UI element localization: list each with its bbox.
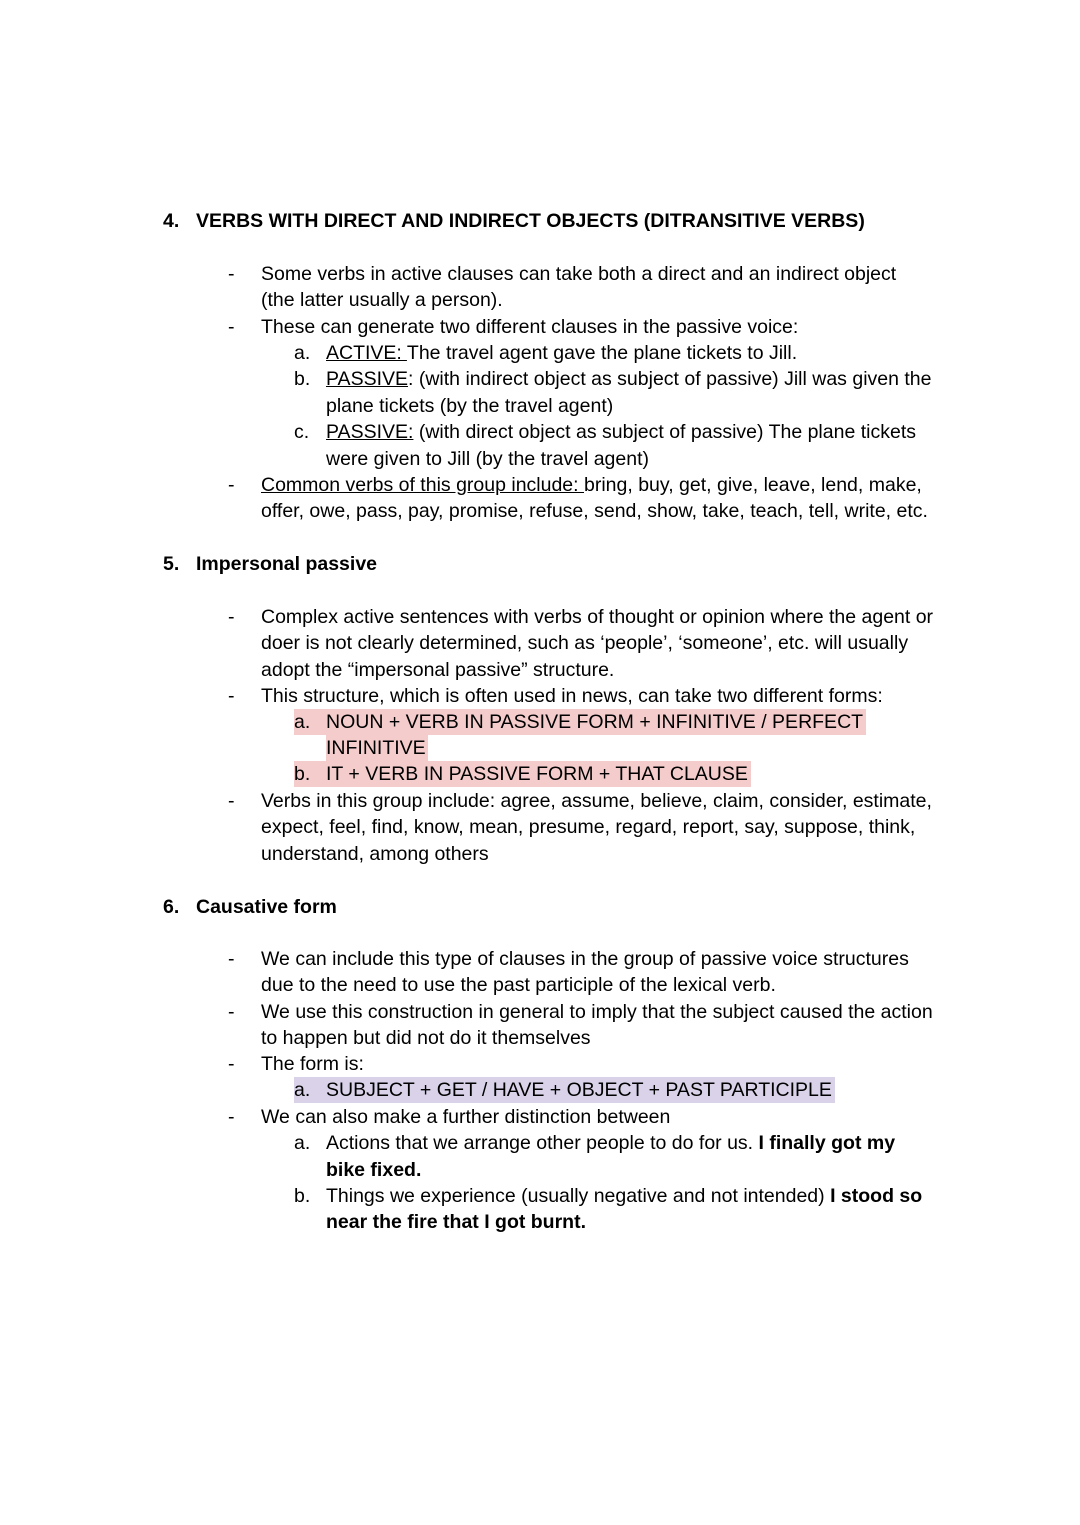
bullet-dash: - — [228, 790, 235, 812]
section-number: 5. — [163, 553, 180, 575]
paragraph-line: offer, owe, pass, pay, promise, refuse, send, show, take, teach, tell, write, etc. — [261, 500, 928, 522]
section-number: 4. — [163, 210, 180, 232]
paragraph-line: adopt the “impersonal passive” structure. — [261, 659, 615, 681]
list-item — [326, 366, 932, 392]
paragraph-line: We can also make a further distinction between — [261, 1106, 671, 1128]
paragraph-line: Some verbs in active clauses can take both a direct and an indirect object — [261, 263, 897, 285]
paragraph-line: The form is: — [261, 1053, 364, 1075]
paragraph-line: These can generate two different clauses in the passive voice: — [261, 316, 799, 338]
list-label: PASSIVE — [326, 368, 409, 390]
verb-list: bring, buy, get, give, leave, lend, make, — [584, 474, 922, 496]
list-letter: a. — [294, 709, 326, 735]
section-title: VERBS WITH DIRECT AND INDIRECT OBJECTS (DITRANSITIVE VERBS) — [196, 210, 865, 232]
example-sentence: I stood so — [830, 1185, 923, 1207]
list-text: (with direct object as subject of passive) The plane tickets — [413, 421, 916, 443]
paragraph-line: doer is not clearly determined, such as ‘people’, ‘someone’, etc. will usually — [261, 632, 909, 654]
list-text: : (with indirect object as subject of passive) Jill was given the — [408, 368, 932, 390]
paragraph-line: We can include this type of clauses in the group of passive voice structures — [261, 948, 909, 970]
list-letter: a. — [294, 1077, 326, 1103]
paragraph-line — [261, 472, 922, 498]
paragraph-line: (the latter usually a person). — [261, 289, 503, 311]
paragraph-line: This structure, which is often used in news, can take two different forms: — [261, 685, 883, 707]
list-item — [326, 340, 797, 366]
paragraph-line: Verbs in this group include: agree, assume, believe, claim, consider, estimate, — [261, 790, 932, 812]
bullet-dash: - — [228, 1053, 235, 1075]
highlighted-formula: NOUN + VERB IN PASSIVE FORM + INFINITIVE / PERFECT — [326, 709, 866, 735]
list-letter: a. — [294, 1132, 311, 1154]
bullet-dash: - — [228, 1001, 235, 1023]
bullet-dash: - — [228, 263, 235, 285]
list-text: were given to Jill (by the travel agent) — [326, 448, 649, 470]
section-title: Impersonal passive — [196, 553, 378, 575]
list-item — [326, 1130, 895, 1156]
paragraph-line: due to the need to use the past participle of the lexical verb. — [261, 974, 776, 996]
list-text: plane tickets (by the travel agent) — [326, 395, 614, 417]
section-number: 6. — [163, 896, 180, 918]
highlighted-formula: INFINITIVE — [326, 737, 426, 759]
list-label: PASSIVE: — [326, 421, 414, 443]
bullet-dash: - — [228, 1106, 235, 1128]
bullet-dash: - — [228, 316, 235, 338]
bullet-dash: - — [228, 606, 235, 628]
list-item — [326, 1183, 922, 1209]
example-sentence: I finally got my — [758, 1132, 896, 1154]
paragraph-line: understand, among others — [261, 843, 489, 865]
list-text: Things we experience (usually negative and not intended) — [326, 1185, 831, 1207]
list-letter: c. — [294, 421, 310, 443]
paragraph-line: Complex active sentences with verbs of thought or opinion where the agent or — [261, 606, 934, 628]
bullet-dash: - — [228, 948, 235, 970]
list-text: Actions that we arrange other people to do for us. — [326, 1132, 759, 1154]
example-sentence: bike fixed. — [326, 1159, 422, 1181]
list-label: ACTIVE: — [326, 342, 407, 364]
bullet-dash: - — [228, 474, 235, 496]
paragraph-line: We use this construction in general to imply that the subject caused the action — [261, 1001, 933, 1023]
highlighted-formula: IT + VERB IN PASSIVE FORM + THAT CLAUSE — [326, 761, 751, 787]
list-item — [326, 419, 916, 445]
list-letter: b. — [294, 761, 326, 787]
example-sentence: near the fire that I got burnt. — [326, 1211, 587, 1233]
section-title: Causative form — [196, 896, 337, 918]
list-letter: a. — [294, 342, 311, 364]
underlined-label: Common verbs of this group include: — [261, 474, 584, 496]
bullet-dash: - — [228, 685, 235, 707]
paragraph-line: to happen but did not do it themselves — [261, 1027, 591, 1049]
highlighted-formula: SUBJECT + GET / HAVE + OBJECT + PAST PARTICIPLE — [326, 1077, 835, 1103]
list-text: The travel agent gave the plane tickets to Jill. — [406, 342, 798, 364]
list-letter: b. — [294, 1185, 311, 1207]
paragraph-line: expect, feel, find, know, mean, presume, regard, report, say, suppose, think, — [261, 816, 916, 838]
list-letter: b. — [294, 368, 311, 390]
